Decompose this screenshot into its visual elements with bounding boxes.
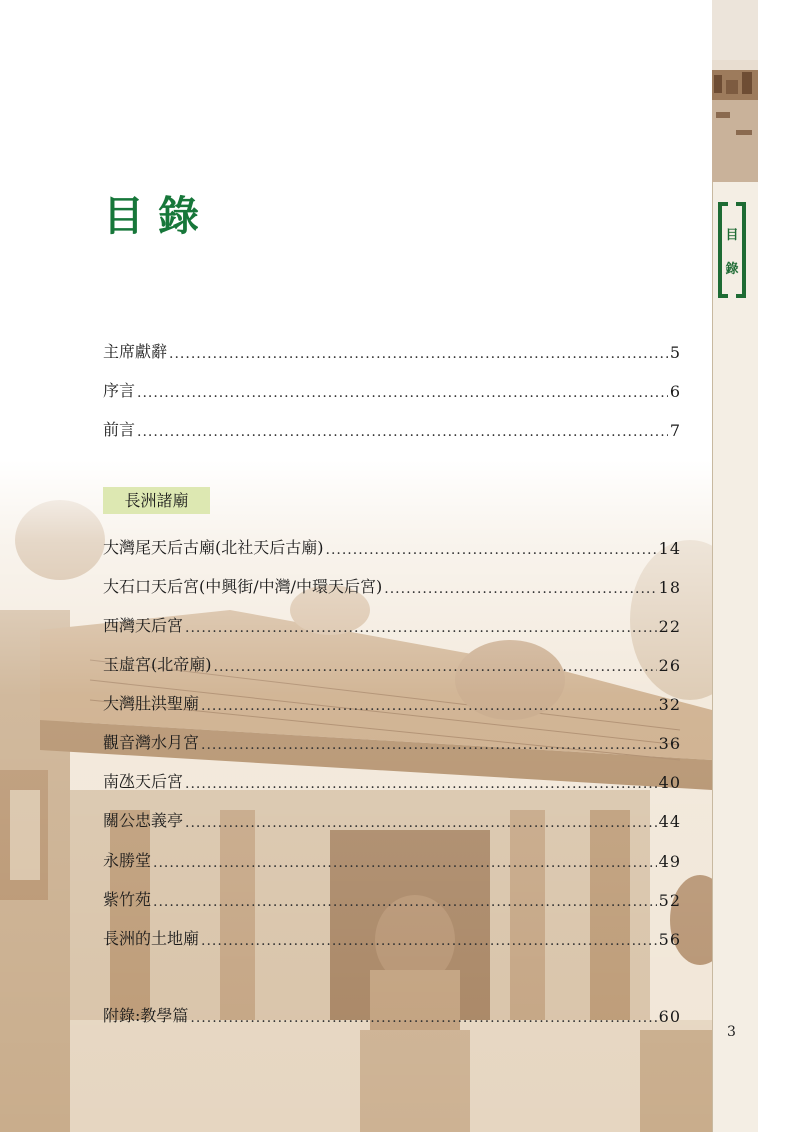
side-tab-char: 錄 [725, 262, 739, 277]
toc-leader-dots [153, 855, 657, 871]
toc-entry-label: 長洲的土地廟 [103, 929, 200, 948]
side-tab-char: 目 [725, 228, 739, 243]
toc-entry-page: 49 [658, 852, 681, 871]
toc-entry-label: 大灣尾天后古廟(北社天后古廟) [103, 538, 324, 557]
toc-entry-page: 32 [658, 695, 681, 714]
toc-entry[interactable] [103, 727, 681, 753]
page-title: 目錄 [103, 192, 213, 240]
toc-entry-page: 60 [658, 1007, 681, 1026]
toc-entry[interactable] [103, 766, 681, 792]
toc-entry[interactable] [103, 571, 681, 597]
toc-entry-page: 7 [669, 421, 681, 440]
side-tab-bracket [716, 200, 748, 300]
toc-leader-dots [201, 933, 657, 949]
toc-leader-dots [169, 346, 668, 362]
toc-leader-dots [190, 1010, 656, 1026]
toc-leader-dots [137, 424, 668, 440]
toc-entry[interactable] [103, 649, 681, 675]
toc-entry-label: 大石口天后宮(中興街/中灣/中環天后宮) [103, 577, 383, 596]
toc-entry[interactable] [103, 414, 681, 440]
toc-entry-page: 18 [658, 578, 681, 597]
toc-leader-dots [137, 385, 668, 401]
toc-entry-page: 26 [658, 656, 681, 675]
toc-entry-label: 南氹天后宮 [103, 772, 184, 791]
toc-entry-label: 紫竹苑 [103, 890, 152, 909]
toc-entry[interactable] [103, 336, 681, 362]
toc-entry[interactable] [103, 688, 681, 714]
toc-leader-dots [185, 815, 657, 831]
toc-leader-dots [185, 620, 657, 636]
toc-entry-page: 40 [658, 773, 681, 792]
toc-entry-page: 14 [658, 539, 681, 558]
toc-leader-dots [201, 737, 657, 753]
toc-entry-label: 關公忠義亭 [103, 811, 184, 830]
toc-entry-label: 主席獻辭 [103, 342, 168, 361]
toc-entry-page: 56 [658, 930, 681, 949]
toc-entry[interactable] [103, 923, 681, 949]
background-temple-photo [0, 460, 712, 1132]
toc-entry-appendix[interactable] [103, 1000, 681, 1026]
section-header: 長洲諸廟 [103, 487, 210, 514]
toc-entry[interactable] [103, 610, 681, 636]
toc-entry-label: 永勝堂 [103, 851, 152, 870]
toc-leader-dots [201, 698, 657, 714]
harbour-photo-thumbnail [712, 0, 758, 182]
toc-entry[interactable] [103, 884, 681, 910]
toc-entry-page: 44 [658, 812, 681, 831]
toc-entry-label: 附錄:教學篇 [103, 1006, 189, 1025]
toc-entry-page: 6 [669, 382, 681, 401]
toc-entry-label: 大灣肚洪聖廟 [103, 694, 200, 713]
toc-entry-label: 前言 [103, 420, 136, 439]
toc-leader-dots [384, 581, 656, 597]
toc-entry-label: 玉虛宮(北帝廟) [103, 655, 212, 674]
toc-entry-page: 5 [669, 343, 681, 362]
toc-entry-page: 22 [658, 617, 681, 636]
toc-leader-dots [326, 542, 657, 558]
toc-entry-label: 序言 [103, 381, 136, 400]
toc-entry-label: 觀音灣水月宮 [103, 733, 200, 752]
toc-leader-dots [214, 659, 657, 675]
page-number: 3 [727, 1024, 736, 1040]
toc-entry-page: 52 [658, 891, 681, 910]
toc-leader-dots [153, 894, 657, 910]
toc-entry[interactable] [103, 532, 681, 558]
toc-entry[interactable] [103, 805, 681, 831]
toc-entry[interactable] [103, 375, 681, 401]
toc-entry[interactable] [103, 845, 681, 871]
toc-leader-dots [185, 776, 657, 792]
toc-entry-label: 西灣天后宮 [103, 616, 184, 635]
toc-entry-page: 36 [658, 734, 681, 753]
